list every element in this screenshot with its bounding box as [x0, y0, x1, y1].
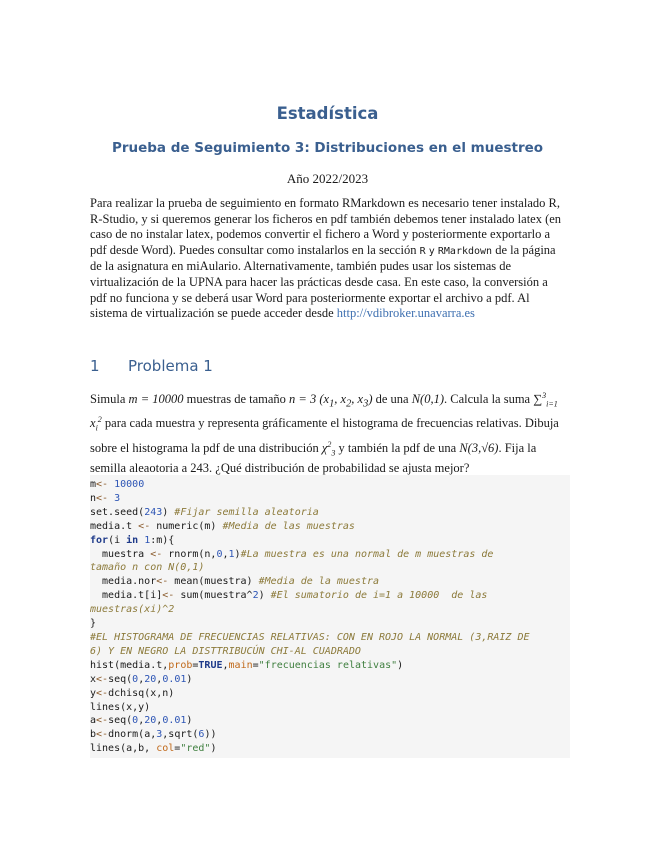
problem-text: de una — [375, 392, 409, 407]
intro-paragraph — [90, 196, 565, 322]
code-line: #EL HISTOGRAMA DE FRECUENCIAS RELATIVAS: CON EN ROJO LA NORMAL (3,RAIZ DE — [90, 631, 530, 643]
code-line: } — [90, 618, 97, 630]
code-line: n<- 3 — [90, 492, 121, 504]
section-heading — [90, 357, 565, 375]
math-vars: ($x_1$, $x_2$, $x_3$) — [319, 392, 373, 410]
problem-text: . Fija la semilla aleaotoria a 243. ¿Qué distribución de probabilidad se ajusta mejor? — [90, 440, 537, 475]
problem-text: . Calcula la suma — [444, 392, 531, 407]
code-line: y<-dchisq(x,n) — [90, 687, 175, 699]
inline-word-y: y — [428, 245, 435, 257]
math-sum: ∑$^3_{i=1}$ $x_i^2$ — [90, 391, 558, 433]
code-line: media.t <- numeric(m) #Media de las muestras — [90, 520, 355, 532]
intro-text-2: de la página de la asignatura en miAulario. Alternativamente, también pudes usar los sistemas de virtualización de la UPNA para hacer las prácticas desde casa. En este caso, la conversión a pdf no funciona y se deberá usar Word para posteriormente exportar el archivo a pdf. Al sistema de virtualización se puede acceder desde — [90, 242, 556, 321]
code-line: lines(a,b, col="red") — [90, 743, 217, 755]
code-line: media.nor<- mean(muestra) #Media de la muestra — [90, 576, 380, 588]
code-line: a<-seq(0,20,0.01) — [90, 715, 193, 727]
inline-code-r: R — [419, 245, 426, 257]
code-line: 6) Y EN NEGRO LA DISTTRIBUCÚN CHI-AL CUADRADO — [90, 645, 361, 657]
code-line: for(i in 1:m){ — [90, 534, 175, 546]
math-m: m = 10000 — [128, 392, 184, 407]
math-n: n = 3 — [289, 392, 317, 407]
code-line: m<- 10000 — [90, 479, 145, 490]
math-vars-open: (x — [319, 392, 330, 407]
problem-text: y también la pdf de una — [338, 440, 457, 455]
problem-text: para cada muestra y representa gráficamente el histograma de frecuencias relativas. Dibuja sobre el histograma la pdf de una distribución — [90, 416, 559, 455]
math-normal-sqrt6: N(3,√6) — [459, 440, 499, 455]
problem-statement — [90, 388, 565, 476]
code-line: set.seed(243) #Fijar semilla aleatoria — [90, 506, 319, 518]
vdibroker-link[interactable]: http://vdibroker.unavarra.es — [336, 306, 475, 321]
math-normal: N(0,1) — [411, 392, 445, 407]
code-line: tamaño n con N(0,1) — [90, 562, 205, 574]
code-line: media.t[i]<- sum(muestra^2) #El sumatorio de i=1 a 10000 de las — [90, 590, 488, 602]
intro-text-1: Para realizar la prueba de seguimiento en formato RMarkdown es necesario tener instalado R, R-Studio, y si queremos generar los ficheros en pdf también debemos tener instalado latex (en caso de no instalar latex, podemos convertir el fichero a Word y posteriormente exportarlo a pdf desde Word). Puedes consultar como instalarlos en la sección — [90, 196, 562, 257]
code-line: muestras(xi)^2 — [90, 604, 175, 616]
document-subtitle: Prueba de Seguimiento 3: Distribuciones en el muestreo — [111, 140, 544, 156]
code-line: lines(x,y) — [90, 701, 151, 713]
code-line: muestra <- rnorm(n,0,1)#La muestra es una normal de m muestras de — [90, 548, 494, 560]
document-date: Año 2022/2023 — [286, 171, 369, 186]
section-title: Problema 1 — [128, 357, 213, 375]
code-line: x<-seq(0,20,0.01) — [90, 673, 193, 685]
section-number: 1 — [90, 357, 100, 375]
math-chi: $\chi^2_3$ — [321, 439, 336, 458]
problem-text: muestras de tamaño — [186, 392, 286, 407]
inline-code-rmarkdown: RMarkdown — [437, 245, 493, 257]
problem-text: Simula — [90, 392, 126, 407]
document-title: Estadística — [276, 104, 379, 123]
code-line: hist(media.t,prob=TRUE,main="frecuencias relativas") — [90, 659, 404, 671]
code-block — [90, 475, 570, 758]
code-line: b<-dnorm(a,3,sqrt(6)) — [90, 729, 217, 741]
